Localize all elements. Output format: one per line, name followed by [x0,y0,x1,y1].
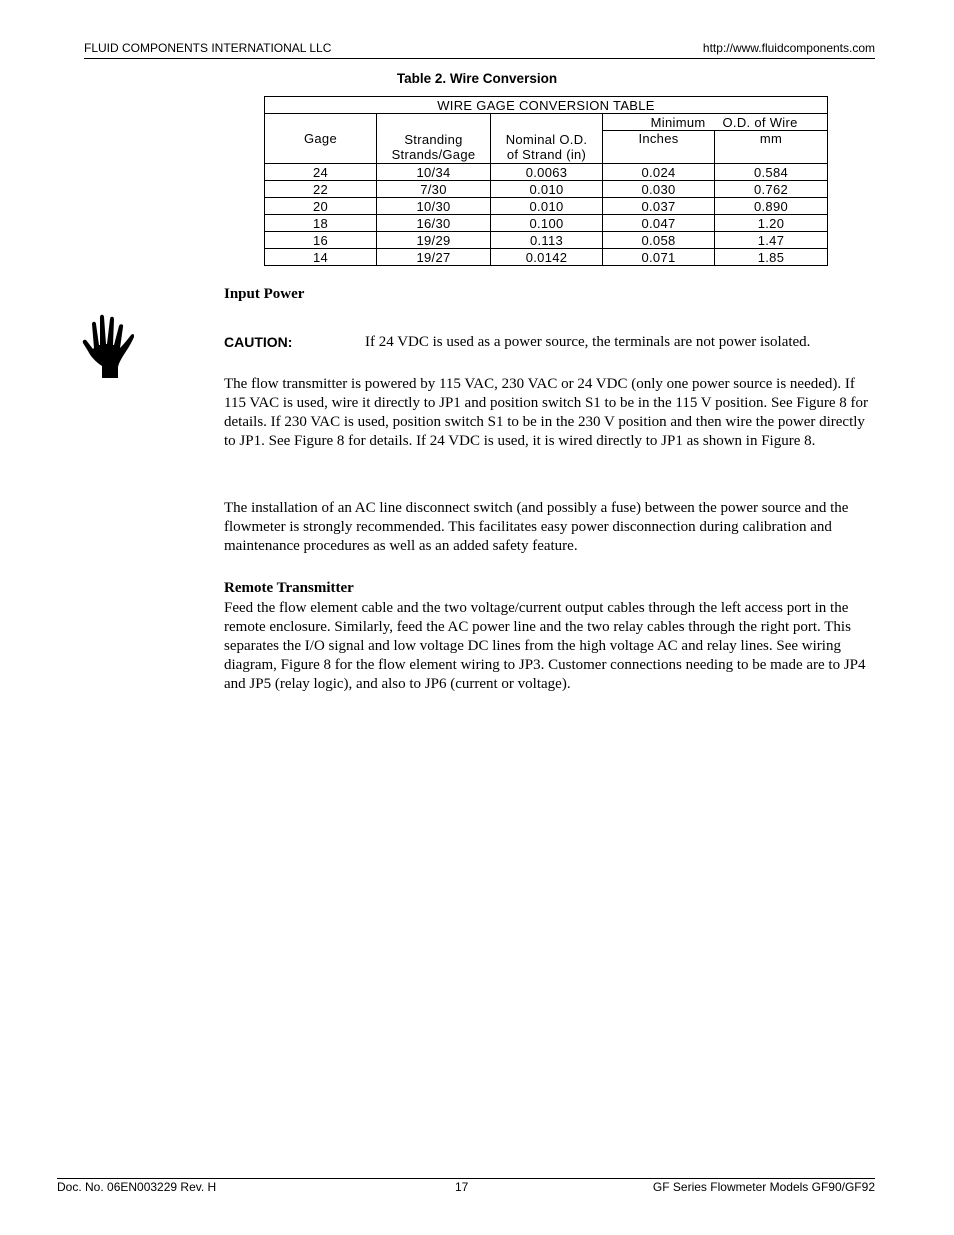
footer-product: GF Series Flowmeter Models GF90/GF92 [652,1180,875,1194]
cell-stranding: 10/30 [377,198,491,215]
cell-gage: 18 [265,215,377,232]
cell-stranding: 16/30 [377,215,491,232]
cell-gage: 24 [265,164,377,181]
cell-nominal: 0.010 [491,181,603,198]
page-header [84,41,875,59]
input-power-paragraph-2: The installation of an AC line disconnect switch (and possibly a fuse) between the power source and the flowmeter is strongly recommended. This facilitates easy power disconnection during calibration and maintenance procedures as well as an added safety feature. [224,500,849,554]
table-row [265,232,828,249]
caution-hand-icon [82,314,134,380]
table-title: WIRE GAGE CONVERSION TABLE [265,97,828,114]
table-row [265,181,828,198]
table-row [265,215,828,232]
input-power-heading: Input Power [224,286,305,302]
table-caption: Table 2. Wire Conversion [396,71,558,86]
header-gage: Gage [265,114,377,164]
cell-nominal: 0.010 [491,198,603,215]
header-stranding [377,114,491,164]
cell-stranding: 10/34 [377,164,491,181]
header-nominal-line1: Nominal O.D. [505,132,588,147]
header-od-of-wire: O.D. of Wire [715,114,828,131]
input-power-paragraph-1: The flow transmitter is powered by 115 VAC, 230 VAC or 24 VDC (only one power source is needed). If 115 VAC is used, wire it directly to JP1 and position switch S1 to be in the 115 V position. See Figure 8 for details. If 230 VAC is used, position switch S1 to be in the 230 V position and then wire the power directly to JP1. See Figure 8 for details. If 24 VDC is used, it is wired directly to JP1 as shown in Figure 8. [224,376,869,449]
cell-mm: 0.584 [715,164,828,181]
page-footer [57,1178,875,1196]
cell-mm: 1.47 [715,232,828,249]
cell-gage: 16 [265,232,377,249]
cell-stranding: 7/30 [377,181,491,198]
cell-mm: 1.20 [715,215,828,232]
table-row [265,164,828,181]
table-row [265,198,828,215]
header-stranding-line2: Strands/Gage [391,147,476,162]
cell-nominal: 0.100 [491,215,603,232]
cell-stranding: 19/29 [377,232,491,249]
header-stranding-line1: Stranding [404,132,463,147]
table-header-row-top [265,114,828,131]
header-company: FLUID COMPONENTS INTERNATIONAL LLC [84,41,332,55]
cell-stranding: 19/27 [377,249,491,266]
cell-gage: 22 [265,181,377,198]
footer-doc-number: Doc. No. 06EN003229 Rev. H [57,1180,217,1194]
header-nominal [491,114,603,164]
table-row [265,249,828,266]
cell-nominal: 0.113 [491,232,603,249]
cell-nominal: 0.0142 [491,249,603,266]
remote-transmitter-paragraph: Feed the flow element cable and the two voltage/current output cables through the left access port in the remote enclosure. Similarly, feed the AC power line and the two relay cables through the right port. This separates the I/O signal and low voltage DC lines from the high voltage AC and relay lines. See wiring diagram, Figure 8 for the flow element wiring to JP3. Customer connections needing to be made are to JP4 and JP5 (relay logic), and also to JP6 (current or voltage). [224,600,866,692]
cell-inches: 0.037 [603,198,715,215]
table-title-row [265,97,828,114]
caution-text: If 24 VDC is used as a power source, the terminals are not power isolated. [365,334,811,350]
cell-inches: 0.024 [603,164,715,181]
cell-inches: 0.047 [603,215,715,232]
remote-transmitter-heading: Remote Transmitter [224,580,354,596]
cell-nominal: 0.0063 [491,164,603,181]
cell-gage: 20 [265,198,377,215]
header-nominal-line2: of Strand (in) [506,147,587,162]
header-url: http://www.fluidcomponents.com [702,41,875,55]
header-inches: Inches [603,131,715,164]
cell-mm: 1.85 [715,249,828,266]
header-minimum: Minimum [603,114,715,131]
cell-mm: 0.890 [715,198,828,215]
cell-mm: 0.762 [715,181,828,198]
cell-gage: 14 [265,249,377,266]
wire-conversion-table [264,96,828,266]
header-mm: mm [715,131,828,164]
footer-page-number: 17 [455,1180,469,1194]
caution-label: CAUTION: [224,334,293,350]
cell-inches: 0.071 [603,249,715,266]
cell-inches: 0.030 [603,181,715,198]
cell-inches: 0.058 [603,232,715,249]
